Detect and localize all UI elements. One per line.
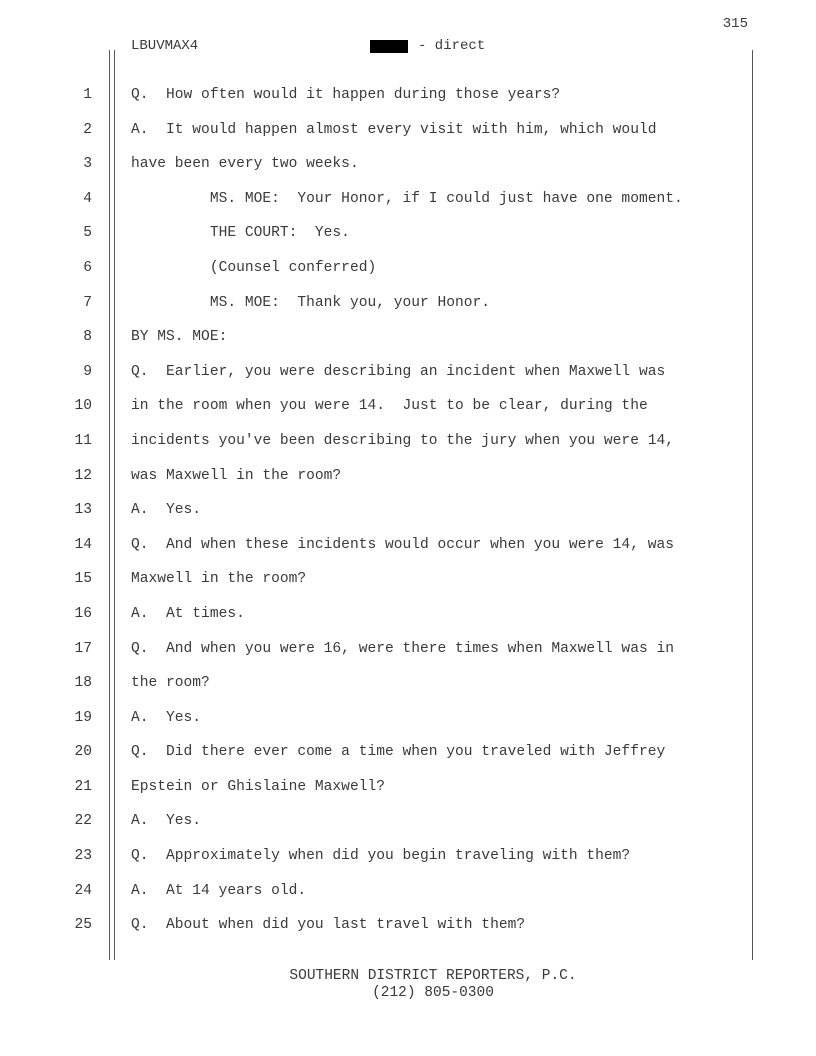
transcript-line xyxy=(0,459,816,494)
line-number: 20 xyxy=(74,744,92,761)
line-text: A. Yes. xyxy=(131,813,202,830)
transcript-line xyxy=(0,735,816,770)
line-text: incidents you've been describing to the jury when you were 14, xyxy=(131,432,674,449)
transcript-line xyxy=(0,320,816,355)
line-text: Q. Earlier, you were describing an incident when Maxwell was xyxy=(131,363,666,380)
line-number: 3 xyxy=(83,156,92,173)
line-number: 5 xyxy=(83,225,92,242)
reporter-name: SOUTHERN DISTRICT REPORTERS, P.C. xyxy=(289,968,577,984)
line-number: 16 xyxy=(74,605,92,622)
line-text: A. Yes. xyxy=(131,502,202,519)
line-number: 22 xyxy=(74,813,92,830)
line-text: have been every two weeks. xyxy=(131,156,359,173)
line-number: 19 xyxy=(74,709,92,726)
transcript-line xyxy=(0,908,816,943)
line-number: 25 xyxy=(74,917,92,934)
transcript-line xyxy=(0,874,816,909)
transcript-line xyxy=(0,355,816,390)
line-text: A. At 14 years old. xyxy=(131,882,307,899)
line-number: 14 xyxy=(74,536,92,553)
transcript-line xyxy=(0,632,816,667)
line-text: Q. How often would it happen during those years? xyxy=(131,87,561,103)
footer xyxy=(0,968,816,1002)
transcript-line xyxy=(0,839,816,874)
line-number: 15 xyxy=(74,571,92,588)
transcript-line xyxy=(0,804,816,839)
transcript-line xyxy=(0,216,816,251)
transcript-line xyxy=(0,389,816,424)
line-number: 7 xyxy=(83,294,92,311)
line-text: A. It would happen almost every visit with him, which would xyxy=(131,121,657,138)
line-text: Q. Did there ever come a time when you traveled with Jeffrey xyxy=(131,744,666,761)
line-number: 9 xyxy=(83,363,92,380)
line-number: 12 xyxy=(74,467,92,484)
transcript-line xyxy=(0,113,816,148)
transcript-line xyxy=(0,493,816,528)
line-text: was Maxwell in the room? xyxy=(131,467,342,484)
case-id: LBUVMAX4 xyxy=(131,38,199,54)
transcript-line xyxy=(0,528,816,563)
transcript-line xyxy=(0,770,816,805)
line-text: Q. About when did you last travel with them? xyxy=(131,917,526,934)
transcript-line xyxy=(0,424,816,459)
line-text: A. At times. xyxy=(131,605,245,622)
line-number: 18 xyxy=(74,675,92,692)
line-text: THE COURT: Yes. xyxy=(131,225,350,242)
transcript-header xyxy=(131,38,731,58)
line-text: in the room when you were 14. Just to be clear, during the xyxy=(131,398,648,415)
line-number: 10 xyxy=(74,398,92,415)
line-text: MS. MOE: Thank you, your Honor. xyxy=(131,294,491,311)
reporter-phone: (212) 805-0300 xyxy=(372,985,494,1001)
line-text: MS. MOE: Your Honor, if I could just have one moment. xyxy=(131,190,683,207)
line-text: Q. And when you were 16, were there times when Maxwell was in xyxy=(131,640,674,657)
line-text: Q. Approximately when did you begin traveling with them? xyxy=(131,848,631,865)
line-number: 17 xyxy=(74,640,92,657)
line-number: 8 xyxy=(83,329,92,346)
line-number: 11 xyxy=(74,432,92,449)
line-text: BY MS. MOE: xyxy=(131,329,228,346)
line-text: Maxwell in the room? xyxy=(131,571,307,588)
line-number: 1 xyxy=(83,87,92,103)
exam-label: - direct xyxy=(418,38,486,54)
line-text: Q. And when these incidents would occur when you were 14, was xyxy=(131,536,674,553)
line-number: 2 xyxy=(83,121,92,138)
transcript-line xyxy=(0,666,816,701)
line-number: 13 xyxy=(74,502,92,519)
line-number: 24 xyxy=(74,882,92,899)
transcript-line xyxy=(0,286,816,321)
transcript-lines xyxy=(0,78,816,943)
page-number: 315 xyxy=(722,16,748,32)
line-text: Epstein or Ghislaine Maxwell? xyxy=(131,778,385,795)
line-number: 4 xyxy=(83,190,92,207)
redaction-block xyxy=(370,40,408,53)
transcript-line xyxy=(0,182,816,217)
line-text: (Counsel conferred) xyxy=(131,259,377,276)
transcript-line xyxy=(0,597,816,632)
line-text: A. Yes. xyxy=(131,709,202,726)
transcript-line xyxy=(0,78,816,113)
transcript-line xyxy=(0,251,816,286)
transcript-line xyxy=(0,562,816,597)
transcript-line xyxy=(0,701,816,736)
line-number: 6 xyxy=(83,259,92,276)
transcript-line xyxy=(0,147,816,182)
line-number: 21 xyxy=(74,778,92,795)
line-number: 23 xyxy=(74,848,92,865)
line-text: the room? xyxy=(131,675,210,692)
